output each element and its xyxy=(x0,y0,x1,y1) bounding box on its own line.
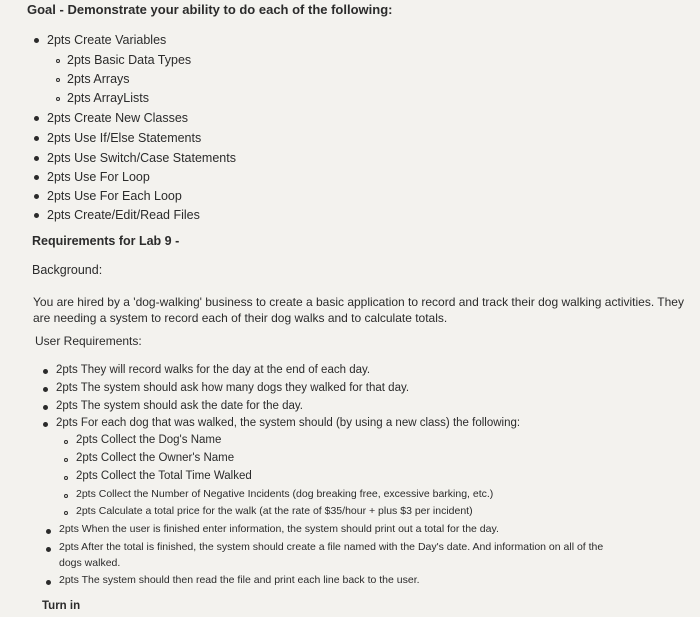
user-req-subitem: 2pts Calculate a total price for the walk (at the rate of $35/hour + plus $3 per incident) xyxy=(76,505,473,517)
goal-item-for-each-loop: 2pts Use For Each Loop xyxy=(47,189,182,203)
bullet-icon xyxy=(43,422,48,427)
goal-item-switch-case: 2pts Use Switch/Case Statements xyxy=(47,151,236,165)
sub-bullet-icon xyxy=(56,97,60,101)
bullet-icon xyxy=(43,405,48,410)
user-req-subitem: 2pts Collect the Owner's Name xyxy=(76,452,235,464)
user-req-item-continuation: dogs walked. xyxy=(59,557,121,569)
sub-bullet-icon xyxy=(56,59,60,63)
bullet-icon xyxy=(34,175,39,180)
background-label: Background: xyxy=(32,263,103,277)
bullet-icon xyxy=(46,547,51,552)
user-req-item: 2pts The system should ask how many dogs they walked for that day. xyxy=(56,382,410,394)
user-req-item: 2pts For each dog that was walked, the system should (by using a new class) the following: xyxy=(56,417,521,429)
bullet-icon xyxy=(46,529,51,534)
user-req-item: 2pts After the total is finished, the system should create a file named with the Day's date. And information on all of the xyxy=(59,541,604,553)
sub-bullet-icon xyxy=(64,511,68,515)
sub-bullet-icon xyxy=(56,78,60,82)
sub-bullet-icon xyxy=(64,458,68,462)
goal-item-arraylists: 2pts ArrayLists xyxy=(67,91,149,105)
bullet-icon xyxy=(43,387,48,392)
goal-item-basic-data-types: 2pts Basic Data Types xyxy=(67,53,192,67)
user-req-subitem: 2pts Collect the Dog's Name xyxy=(76,434,222,446)
sub-bullet-icon xyxy=(64,440,68,444)
user-req-subitem: 2pts Collect the Number of Negative Incidents (dog breaking free, excessive barking, etc.) xyxy=(76,488,494,500)
user-req-item: 2pts The system should then read the file and print each line back to the user. xyxy=(59,574,420,586)
bullet-icon xyxy=(34,136,39,141)
goal-heading: Goal - Demonstrate your ability to do each of the following: xyxy=(27,2,393,17)
sub-bullet-icon xyxy=(64,476,68,480)
user-req-item: 2pts They will record walks for the day at the end of each day. xyxy=(56,364,371,376)
bullet-icon xyxy=(34,116,39,121)
goal-item-new-classes: 2pts Create New Classes xyxy=(47,111,189,125)
user-req-subitem: 2pts Collect the Total Time Walked xyxy=(76,470,252,482)
user-requirements-label: User Requirements: xyxy=(35,334,142,348)
goal-item-create-variables: 2pts Create Variables xyxy=(47,33,167,47)
sub-bullet-icon xyxy=(64,494,68,498)
goal-item-files: 2pts Create/Edit/Read Files xyxy=(47,208,200,222)
background-text-line-1: You are hired by a 'dog-walking' business to create a basic application to record and track their dog walking activities. They xyxy=(33,295,684,309)
goal-item-for-loop: 2pts Use For Loop xyxy=(47,170,150,184)
goal-item-arrays: 2pts Arrays xyxy=(67,72,130,86)
background-text-line-2: are needing a system to record each of their dog walks and to calculate totals. xyxy=(33,311,448,325)
bullet-icon xyxy=(34,156,39,161)
bullet-icon xyxy=(34,213,39,218)
bullet-icon xyxy=(34,38,39,43)
bullet-icon xyxy=(46,580,51,585)
bullet-icon xyxy=(43,369,48,374)
turn-in-heading: Turn in xyxy=(42,600,81,612)
user-req-item: 2pts The system should ask the date for the day. xyxy=(56,400,303,412)
user-req-item: 2pts When the user is finished enter information, the system should print out a total for the day. xyxy=(59,523,499,535)
requirements-heading: Requirements for Lab 9 - xyxy=(32,234,180,248)
goal-item-if-else: 2pts Use If/Else Statements xyxy=(47,131,202,145)
bullet-icon xyxy=(34,194,39,199)
